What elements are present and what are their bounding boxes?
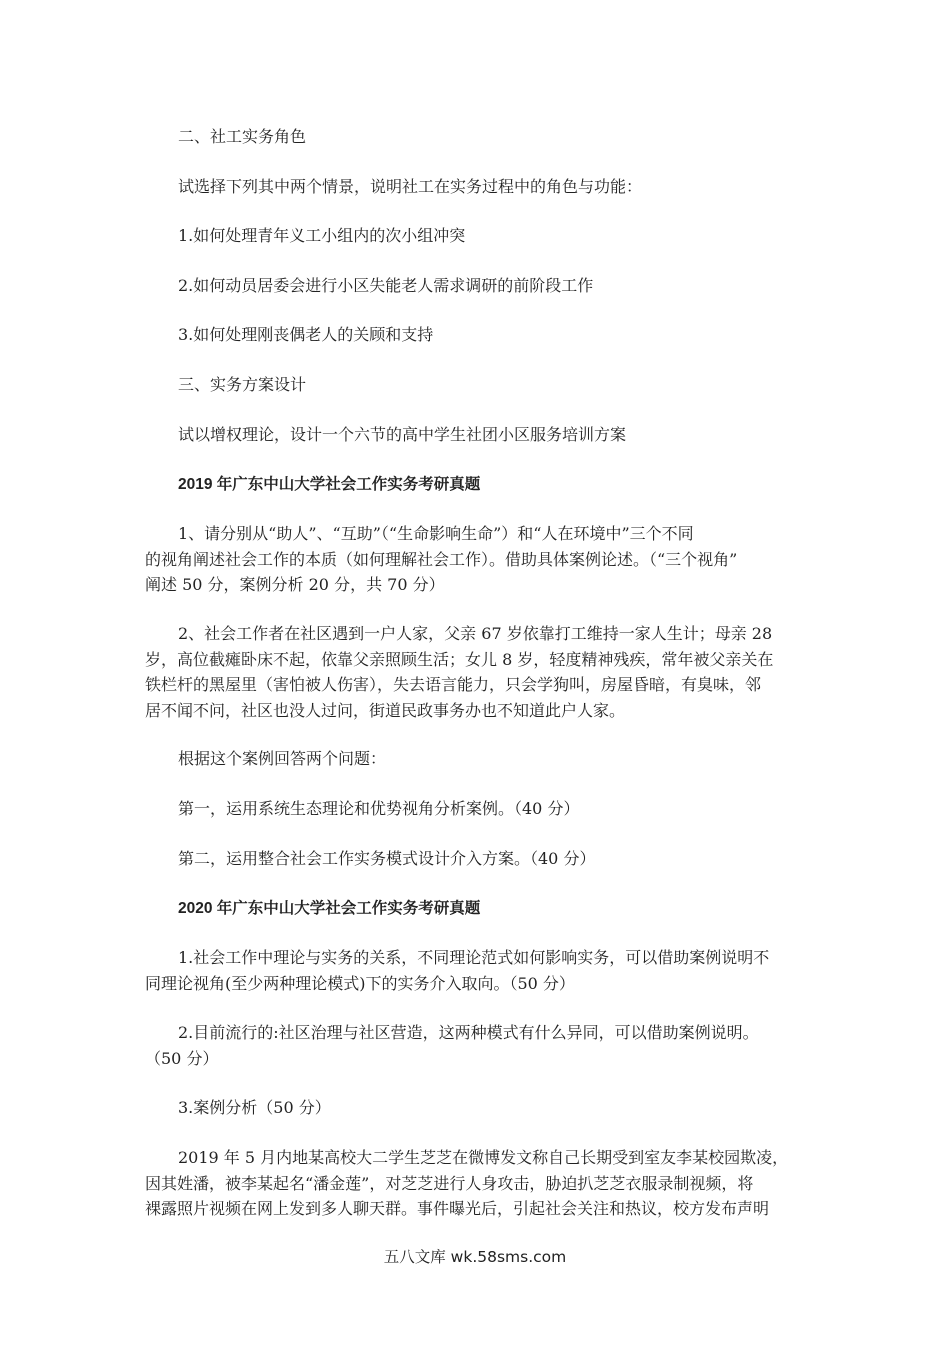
question-line: 居不闻不问，社区也没人过问，街道民政事务办也不知道此户人家。 bbox=[145, 700, 626, 720]
case-description bbox=[145, 1145, 805, 1222]
case-line: 2019 年 5 月内地某高校大二学生芝芝在微博发文称自己长期受到室友李某校园欺凌， bbox=[178, 1148, 789, 1167]
question-part-2: 第二，运用整合社会工作实务模式设计介入方案。（40 分） bbox=[178, 849, 596, 868]
section-2-instruction: 试选择下列其中两个情景，说明社工在实务过程中的角色与功能： bbox=[178, 177, 643, 196]
exam-2020-question-1 bbox=[145, 945, 805, 996]
exam-2019-question-1 bbox=[145, 521, 805, 598]
question-line: 阐述 50 分，案例分析 20 分，共 70 分） bbox=[145, 575, 445, 594]
footer-watermark: 五八文库 wk.58sms.com bbox=[383, 1248, 567, 1266]
section-3-title: 三、实务方案设计 bbox=[178, 375, 307, 394]
question-line: 1.社会工作中理论与实务的关系，不同理论范式如何影响实务，可以借助案例说明不 bbox=[178, 948, 770, 967]
question-line: 铁栏杆的黑屋里（害怕被人伤害），失去语言能力，只会学狗叫，房屋昏暗，有臭味，邻 bbox=[145, 675, 762, 694]
question-line: 1、请分别从“助人”、“互助”（“生命影响生命”）和“人在环境中”三个不同 bbox=[178, 524, 694, 543]
question-line: 岁，高位截瘫卧床不起，依靠父亲照顾生活；女儿 8 岁，轻度精神残疾，常年被父亲关在 bbox=[145, 649, 774, 669]
question-line: （50 分） bbox=[145, 1048, 219, 1068]
section-3-instruction: 试以增权理论，设计一个六节的高中学生社团小区服务培训方案 bbox=[178, 425, 627, 444]
exam-2020-question-3: 3.案例分析（50 分） bbox=[178, 1098, 331, 1117]
question-line: 2.目前流行的:社区治理与社区营造，这两种模式有什么异同，可以借助案例说明。 bbox=[178, 1023, 759, 1042]
case-line: 裸露照片视频在网上发到多人聊天群。事件曝光后，引起社会关注和热议，校方发布声明 bbox=[145, 1199, 770, 1218]
question-line: 同理论视角(至少两种理论模式)下的实务介入取向。（50 分） bbox=[145, 973, 575, 993]
question-part-1: 第一，运用系统生态理论和优势视角分析案例。（40 分） bbox=[178, 799, 580, 818]
case-prompt: 根据这个案例回答两个问题： bbox=[178, 749, 387, 768]
question-line: 的视角阐述社会工作的本质（如何理解社会工作）。借助具体案例论述。（“三个视角” bbox=[145, 549, 738, 569]
scenario-item-3: 3.如何处理刚丧偶老人的关顾和支持 bbox=[178, 325, 434, 344]
section-2-title: 二、社工实务角色 bbox=[178, 127, 307, 146]
scenario-item-2: 2.如何动员居委会进行小区失能老人需求调研的前阶段工作 bbox=[178, 276, 594, 295]
exam-2019-heading: 2019 年广东中山大学社会工作实务考研真题 bbox=[178, 476, 481, 493]
case-line: 因其姓潘，被李某起名“潘金莲”，对芝芝进行人身攻击，胁迫扒芝芝衣服录制视频，将 bbox=[145, 1173, 754, 1193]
exam-2019-question-2 bbox=[145, 621, 805, 723]
exam-2020-heading: 2020 年广东中山大学社会工作实务考研真题 bbox=[178, 900, 481, 917]
exam-2020-question-2 bbox=[145, 1020, 805, 1071]
question-line: 2、社会工作者在社区遇到一户人家，父亲 67 岁依靠打工维持一家人生计；母亲 28 bbox=[178, 624, 773, 643]
scenario-item-1: 1.如何处理青年义工小组内的次小组冲突 bbox=[178, 226, 466, 245]
